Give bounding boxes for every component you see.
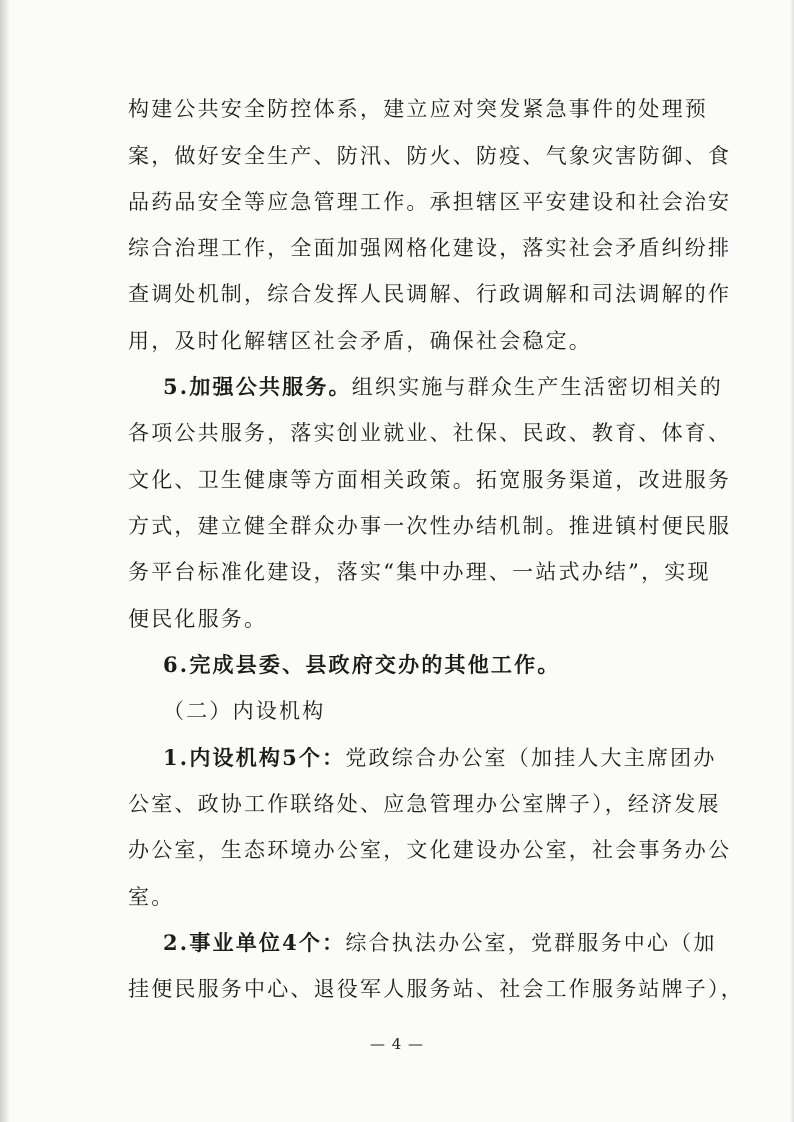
item-5-heading: 5.加强公共服务。 (163, 374, 352, 399)
paragraph-line: 案，做好安全生产、防汛、防火、防疫、气象灾害防御、食 (128, 144, 732, 168)
sub-1-text: 党政综合办公室（加挂人大主席团办 (345, 746, 717, 770)
sub-2-first-line (163, 930, 717, 956)
item-5-first-line (163, 374, 723, 400)
paragraph-line: 文化、卫生健康等方面相关政策。拓宽服务渠道，改进服务 (128, 468, 732, 492)
scan-right-edge (790, 0, 794, 1122)
paragraph-line: 公室、政协工作联络处、应急管理办公室牌子），经济发展 (128, 792, 721, 816)
paragraph-line: 查调处机制，综合发挥人民调解、行政调解和司法调解的作 (128, 282, 732, 306)
paragraph-line: 构建公共安全防控体系，建立应对突发紧急事件的处理预 (128, 97, 708, 121)
sub-1-first-line (163, 745, 717, 771)
paragraph-line: 综合治理工作，全面加强网格化建设，落实社会矛盾纠纷排 (128, 236, 732, 260)
paragraph-line: 方式，建立健全群众办事一次性办结机制。推进镇村便民服 (128, 514, 732, 538)
sub-2-text: 综合执法办公室，党群服务中心（加 (345, 931, 717, 955)
sub-1-heading: 1.内设机构5个： (163, 745, 346, 770)
paragraph-line: 办公室，生态环境办公室，文化建设办公室，社会事务办公 (128, 838, 732, 862)
section-title: （二）内设机构 (163, 699, 326, 723)
page-number: — 4 — (369, 1035, 425, 1053)
paragraph-line: 务平台标准化建设，落实“集中办理、一站式办结”，实现 (128, 560, 711, 584)
paragraph-line: 室。 (128, 885, 175, 909)
paragraph-line: 挂便民服务中心、退役军人服务站、社会工作服务站牌子）， (128, 977, 744, 1001)
item-5-text: 组织实施与群众生产生活密切相关的 (351, 375, 723, 399)
paragraph-line: 用，及时化解辖区社会矛盾，确保社会稳定。 (128, 329, 592, 353)
paragraph-line: 各项公共服务，落实创业就业、社保、民政、教育、体育、 (128, 421, 732, 445)
paragraph-line: 品药品安全等应急管理工作。承担辖区平安建设和社会治安 (128, 190, 732, 214)
sub-2-heading: 2.事业单位4个： (163, 930, 346, 955)
scan-left-edge (0, 0, 10, 1122)
paragraph-line: 便民化服务。 (128, 607, 268, 631)
item-6-heading: 6.完成县委、县政府交办的其他工作。 (163, 652, 561, 677)
